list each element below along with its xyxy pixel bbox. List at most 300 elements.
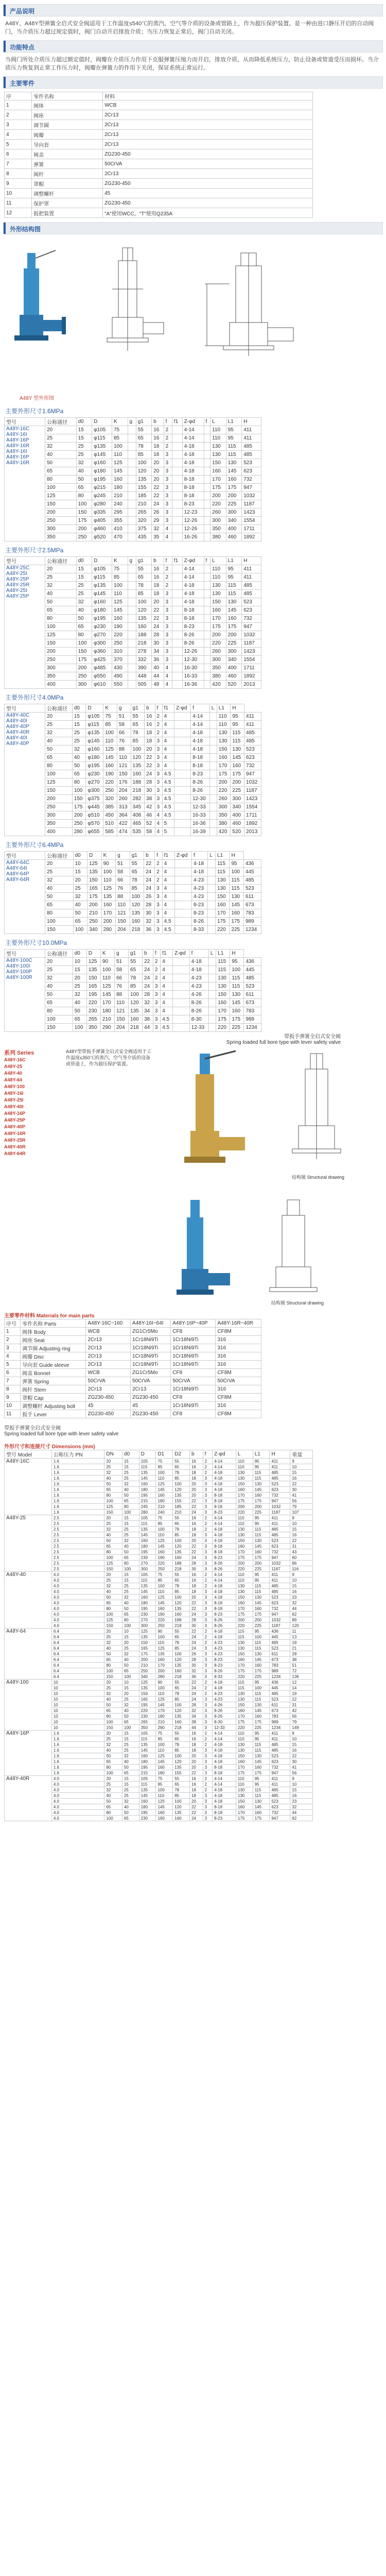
table-cell: 22 — [190, 1498, 203, 1504]
table-cell — [128, 664, 136, 672]
table-cell: 2Cr13 — [86, 1361, 131, 1369]
table-cell: 2Cr13 — [86, 1385, 131, 1394]
table-cell: 15 — [122, 1464, 139, 1470]
table-cell — [204, 623, 210, 631]
table-cell: 225 — [226, 639, 242, 648]
table-cell: 160 — [210, 606, 226, 615]
table-cell: 85 — [130, 885, 144, 893]
table-cell: 28 — [143, 991, 153, 999]
table-cell: 175 — [230, 1015, 244, 1024]
table-cell: 75 — [112, 426, 128, 434]
table-cell: 4 — [162, 876, 174, 885]
table-cell: 3 — [203, 1476, 212, 1481]
table-cell: 150 — [114, 1015, 128, 1024]
table-cell: 51 — [116, 860, 130, 868]
model-item: A48Y-64I — [6, 866, 27, 871]
table-cell: 130 — [253, 1595, 270, 1600]
table-cell: 32 — [122, 1481, 139, 1487]
table-cell: 300 — [226, 648, 242, 656]
table-cell: 947 — [270, 1816, 290, 1821]
table-cell: WCB — [103, 100, 313, 110]
table-cell: 110 — [236, 1521, 253, 1527]
table-cell: 7 — [5, 159, 32, 169]
table-cell: 24 — [143, 982, 153, 991]
table-cell: 50 — [122, 1765, 139, 1770]
table-cell: 105 — [139, 1515, 156, 1521]
table-cell — [173, 1015, 190, 1024]
table-cell: 22 — [290, 1538, 313, 1544]
table-cell: 1187 — [244, 787, 261, 795]
model-item: A48Y-16R — [6, 460, 30, 466]
table-cell: φ460 — [92, 525, 112, 533]
table-cell: 225 — [226, 500, 242, 509]
table-cell: 22 — [152, 484, 164, 492]
table-cell: 200 — [87, 901, 102, 909]
table-cell: φ180 — [92, 606, 112, 615]
table-cell: 130 — [236, 1476, 253, 1481]
table-cell: 135 — [139, 1634, 156, 1640]
table-cell: 2 — [203, 1464, 212, 1470]
table-cell: 3 — [155, 901, 163, 909]
table-cell: 8-26 — [213, 1708, 236, 1714]
table-cell: 180 — [112, 484, 128, 492]
table-cell: 4 — [162, 860, 174, 868]
table-cell — [204, 606, 210, 615]
table-cell: 175 — [210, 623, 226, 631]
table-cell: 32 — [72, 745, 86, 754]
table-cell: 85 — [136, 590, 152, 598]
table-cell: 175 — [76, 656, 92, 664]
table-cell: 9 — [5, 1394, 21, 1402]
table-cell: 3 — [203, 1623, 212, 1629]
table-cell: 80 — [122, 1504, 139, 1510]
table-cell: 130 — [215, 876, 230, 885]
table-cell: 4 — [161, 999, 173, 1007]
table-cell: 523 — [270, 1595, 290, 1600]
table-cell: 115 — [215, 860, 230, 868]
table-cell: 8 — [5, 1385, 21, 1394]
table-cell: 115 — [139, 1578, 156, 1583]
table-cell: 32 — [152, 525, 164, 533]
table-cell: 160 — [216, 999, 230, 1007]
table-cell: 115 — [253, 1527, 270, 1532]
table-cell: 380 — [210, 672, 226, 681]
table-cell: 155 — [136, 484, 152, 492]
table-cell: 4 — [162, 745, 174, 754]
table-cell: 4.0 — [51, 1606, 104, 1612]
table-cell: 3 — [155, 737, 162, 745]
table-cell: 8-26 — [182, 631, 204, 639]
table-cell: 22 — [190, 1629, 203, 1634]
table-cell: 623 — [270, 1544, 290, 1549]
table-cell: φ145 — [86, 737, 103, 745]
table-cell: φ230 — [86, 770, 103, 778]
column-header: b — [190, 1450, 203, 1459]
table-cell: 95 — [253, 1515, 270, 1521]
table-cell — [174, 828, 191, 836]
table-cell: 411 — [244, 713, 261, 721]
table-cell: 8-26 — [191, 778, 210, 787]
valve-drawing-2 — [205, 253, 293, 356]
table-cell: 8-23 — [213, 1555, 236, 1561]
table-cell: 150 — [215, 893, 230, 901]
table-cell: 4-18 — [213, 1799, 236, 1804]
column-header: L — [210, 418, 226, 426]
table-cell — [173, 966, 190, 974]
table-cell: 350 — [86, 1024, 100, 1032]
table-cell: 19 — [290, 1691, 313, 1697]
table-cell — [209, 754, 217, 762]
table-cell — [174, 729, 191, 737]
table-cell — [174, 737, 191, 745]
table-cell: 611 — [243, 893, 261, 901]
table-cell — [173, 982, 190, 991]
model-cell: A48Y-40 — [5, 1572, 52, 1629]
table-cell — [172, 509, 182, 517]
section-title: 外形结构图 — [10, 226, 41, 233]
table-cell: 15 — [122, 1459, 139, 1464]
table-cell: ZG1Cr5Mo — [131, 1328, 171, 1336]
table-cell: 4-18 — [191, 729, 210, 737]
table-cell: 95 — [231, 713, 244, 721]
table-cell: 2013 — [242, 681, 261, 689]
table-cell: 485 — [242, 443, 261, 451]
table-cell: 135 — [173, 1549, 190, 1555]
column-header: d0 — [73, 852, 87, 860]
table-cell: 1 — [5, 1328, 21, 1336]
table-cell: 16 — [190, 1578, 203, 1583]
figure-caption: A48Y 型外形图 — [20, 396, 55, 401]
table-cell: 1187 — [270, 1510, 290, 1515]
table-cell — [128, 443, 136, 451]
table-cell — [174, 901, 191, 909]
table-cell: 400 — [226, 525, 242, 533]
column-header: g — [128, 418, 136, 426]
table-cell: 24 — [190, 1640, 203, 1646]
column-header: A48Y-16C~160 — [86, 1319, 131, 1328]
column-header: g1 — [136, 418, 152, 426]
table-cell: 4-18 — [182, 459, 204, 467]
table-cell: 8-23 — [213, 1612, 236, 1617]
table-cell: 115 — [253, 1583, 270, 1589]
table-cell: 115 — [226, 443, 242, 451]
table-cell — [128, 525, 136, 533]
table-cell: 6 — [5, 1369, 21, 1377]
table-cell: 150 — [76, 509, 92, 517]
table-cell: 78 — [173, 1640, 190, 1646]
table-cell: 100 — [122, 1623, 139, 1629]
table-cell: 204 — [116, 926, 130, 934]
table-cell: 15 — [72, 721, 86, 729]
table-cell: 220 — [236, 1510, 253, 1515]
table-cell: 947 — [270, 1770, 290, 1776]
table-cell: 16-33 — [182, 672, 204, 681]
table-cell: 12-26 — [182, 648, 204, 656]
model-cell: A48Y-16C — [5, 1459, 52, 1515]
table-cell: 350 — [45, 672, 77, 681]
table-cell: 340 — [87, 926, 102, 934]
table-cell — [174, 721, 191, 729]
table-cell: 3 — [203, 1566, 212, 1572]
table-cell: 4-14 — [182, 573, 204, 582]
table-cell: 120 — [290, 1623, 313, 1629]
table-cell: 50 — [122, 1714, 139, 1719]
table-cell: 4.0 — [51, 1787, 104, 1793]
table-cell: 4-18 — [213, 1583, 236, 1589]
table-cell: 8-18 — [213, 1549, 236, 1555]
column-header: L — [210, 557, 226, 565]
table-cell: 170 — [100, 999, 114, 1007]
materials-table — [4, 1319, 261, 1418]
table-cell: 55 — [173, 1680, 190, 1685]
table-cell: 110 — [156, 1640, 173, 1646]
intro-text: A48Y、A48Y型弹簧全启式安全阀适用于工作温度≤540℃的蒸汽、空气等介质的设备或管路上，作为超压保护装置。是一种由进口静压开启的自动阀门，当介质压力超过规定值时，阀门自动开启排放介质；当压力恢复正常后，阀门自动关闭。 — [5, 21, 374, 35]
table-cell: 20 — [73, 974, 86, 982]
table-cell: 245 — [139, 1504, 156, 1510]
table-cell: CF8 — [171, 1369, 216, 1377]
table-cell: 175 — [253, 1719, 270, 1725]
table-cell — [204, 476, 210, 484]
column-header: Z-φd — [174, 704, 191, 713]
table-cell: 411 — [242, 434, 261, 443]
table-cell: 350 — [45, 820, 73, 828]
table-cell: 408 — [131, 811, 145, 820]
table-cell: 110 — [236, 1464, 253, 1470]
table-cell: φ360 — [92, 648, 112, 656]
table-cell: 78 — [173, 1583, 190, 1589]
table-cell: 16 — [290, 1476, 313, 1481]
catalog-valve-photo — [159, 1048, 261, 1193]
table-cell: 110 — [156, 1589, 173, 1595]
table-cell: 11 — [5, 198, 32, 208]
table-cell: 75 — [156, 1731, 173, 1736]
table-cell: 50CrVA — [103, 159, 313, 169]
table-cell: 1Cr18Ni9Ti — [131, 1336, 171, 1344]
table-cell: 4-14 — [213, 1572, 236, 1578]
table-header-row — [5, 418, 261, 426]
table-cell: 阀瓣 Disc — [21, 1352, 86, 1361]
table-cell: 145 — [253, 1544, 270, 1549]
table-cell — [204, 492, 210, 500]
table-cell: 180 — [139, 1804, 156, 1810]
table-cell: 220 — [215, 926, 230, 934]
table-cell: 50CrVA — [131, 1377, 171, 1385]
table-cell: 160 — [226, 615, 242, 623]
table-cell: 18 — [190, 1527, 203, 1532]
column-header: 型号 — [5, 418, 45, 426]
table-cell — [128, 500, 136, 509]
table-cell — [172, 615, 182, 623]
table-cell: 160 — [253, 1714, 270, 1719]
table-cell: 150 — [72, 795, 86, 803]
table-cell: 3 — [155, 787, 162, 795]
table-cell: 523 — [242, 598, 261, 606]
table-cell: 2 — [164, 434, 172, 443]
table-cell: WCB — [86, 1328, 131, 1336]
table-cell: 15 — [122, 1736, 139, 1742]
table-cell: 4-14 — [182, 434, 204, 443]
table-cell: 135 — [129, 1007, 143, 1015]
table-cell: 110 — [210, 434, 226, 443]
table-cell: 65 — [173, 1464, 190, 1470]
table-cell: 3 — [203, 1651, 212, 1657]
table-cell — [172, 565, 182, 573]
table-cell: φ195 — [86, 762, 103, 770]
table-row — [5, 1515, 313, 1521]
series-item: A48Y-64R — [4, 1151, 26, 1156]
table-cell: 1032 — [270, 1561, 290, 1566]
table-cell: 115 — [226, 590, 242, 598]
table-cell: 345 — [131, 803, 145, 811]
table-cell: 316 — [216, 1344, 261, 1352]
table-cell: 65 — [129, 966, 143, 974]
table-cell: 240 — [156, 1510, 173, 1515]
table-row — [5, 100, 313, 110]
valve-drawings — [4, 238, 382, 392]
column-header: L1 — [216, 950, 230, 958]
table-cell: φ180 — [92, 467, 112, 476]
table-cell: 28 — [190, 1617, 203, 1623]
table-cell: 31 — [290, 1544, 313, 1549]
column-header: f — [203, 1450, 212, 1459]
table-cell: 85 — [173, 1589, 190, 1595]
table-cell: 20 — [45, 958, 73, 966]
model-item: A48Y-100I — [6, 963, 30, 969]
table-cell: 380 — [217, 820, 231, 828]
table-cell: 25 — [45, 721, 73, 729]
table-cell: 25 — [122, 1527, 139, 1532]
table-cell: 3 — [203, 1555, 212, 1561]
column-header: H — [242, 418, 261, 426]
table-cell: 474 — [117, 828, 131, 836]
table-cell: 732 — [270, 1765, 290, 1770]
table-cell — [208, 999, 216, 1007]
table-cell: 2 — [203, 1527, 212, 1532]
table-cell: 485 — [242, 451, 261, 459]
table-cell: 320 — [136, 517, 152, 525]
table-cell: 523 — [270, 1538, 290, 1544]
table-cell: 3 — [203, 1606, 212, 1612]
table-cell: 78 — [173, 1787, 190, 1793]
column-header: H — [231, 704, 244, 713]
table-cell: 16 — [190, 1459, 203, 1464]
table-cell — [172, 492, 182, 500]
table-cell: 175 — [236, 1816, 253, 1821]
table-cell: 65 — [173, 1782, 190, 1787]
table-cell: 411 — [244, 721, 261, 729]
table-cell: 15 — [76, 565, 92, 573]
table-cell: 110 — [114, 999, 128, 1007]
table-cell: 210 — [112, 492, 128, 500]
table-cell: 25 — [104, 1782, 122, 1787]
table-cell — [173, 974, 190, 982]
dimension-table-title: 主要外形尺寸1.6MPa — [5, 408, 64, 415]
table-cell: 1.6 — [51, 1736, 104, 1742]
table-cell: 3 — [164, 623, 172, 631]
table-cell: 6.4 — [51, 1646, 104, 1651]
table-cell: 160 — [136, 623, 152, 631]
table-row — [5, 1328, 261, 1336]
table-cell: 8-23 — [213, 1510, 236, 1515]
table-cell: 95 — [253, 1680, 270, 1685]
table-cell: 1Cr18Ni9Ti — [171, 1402, 216, 1410]
table-cell: 1.6 — [51, 1770, 104, 1776]
table-cell: φ135 — [92, 582, 112, 590]
table-cell: 50 — [45, 745, 73, 754]
series-item: A48Y-25I — [4, 1097, 24, 1103]
table-cell: 120 — [173, 1544, 190, 1549]
table-cell: 130 — [236, 1691, 253, 1697]
table-cell: 3 — [203, 1725, 212, 1731]
table-cell: 8-26 — [213, 1668, 236, 1674]
table-cell: 3 — [153, 991, 160, 999]
table-cell: 100 — [122, 1725, 139, 1731]
column-header: g — [128, 557, 136, 565]
table-cell: 50CrVA — [216, 1377, 261, 1385]
table-cell: φ135 — [86, 729, 103, 737]
table-cell: 22 — [152, 615, 164, 623]
table-cell: 51 — [114, 958, 128, 966]
model-item: A48Y-64R — [6, 877, 30, 883]
table-cell: 85 — [173, 1793, 190, 1799]
table-cell: 3 — [164, 639, 172, 648]
table-cell: 4 — [161, 966, 173, 974]
table-cell: 42 — [290, 1708, 313, 1714]
table-cell: 10 — [5, 189, 32, 198]
table-cell: 130 — [253, 1651, 270, 1657]
table-cell: 4-23 — [192, 893, 208, 901]
table-cell: 28 — [190, 1702, 203, 1708]
section-title: 功能特点 — [10, 44, 35, 51]
table-cell: 55 — [129, 958, 143, 966]
table-cell: 732 — [270, 1810, 290, 1816]
table-cell: 160 — [112, 615, 128, 623]
table-cell: 280 — [156, 1674, 173, 1680]
table-cell: 9 — [290, 1572, 313, 1578]
table-cell: 16 — [145, 713, 155, 721]
table-cell: 65 — [104, 1804, 122, 1810]
table-cell: 25 — [76, 443, 92, 451]
table-cell: 125 — [104, 1504, 122, 1510]
table-cell: 160 — [131, 770, 145, 778]
table-cell: ZG230-450 — [131, 1394, 171, 1402]
table-cell — [209, 770, 217, 778]
table-cell: 8-18 — [213, 1804, 236, 1810]
table-cell: 165 — [87, 885, 102, 893]
table-cell: 20 — [145, 745, 155, 754]
table-cell: 210 — [139, 1663, 156, 1668]
table-cell: 3 — [155, 909, 163, 918]
table-cell: 阀盖 Bonnet — [21, 1369, 86, 1377]
table-cell: 10 — [51, 1691, 104, 1697]
table-cell — [204, 434, 210, 443]
table-cell: 145 — [253, 1657, 270, 1663]
table-cell: 623 — [244, 754, 261, 762]
model-cell: A48Y-25 — [5, 1515, 52, 1572]
table-cell: 5 — [162, 820, 174, 828]
table-cell: 485 — [270, 1583, 290, 1589]
table-cell: 扳手 Lever — [21, 1410, 86, 1418]
table-cell: 200 — [236, 1504, 253, 1510]
table-cell: 4-23 — [213, 1651, 236, 1657]
series-item: A48Y-25P — [4, 1117, 26, 1123]
table-cell: 100 — [173, 1799, 190, 1804]
table-cell: 30 — [290, 1759, 313, 1765]
table-cell: 25 — [122, 1742, 139, 1748]
table-cell: 32 — [104, 1691, 122, 1697]
table-cell: 135 — [130, 909, 144, 918]
table-cell: 16 — [190, 1521, 203, 1527]
